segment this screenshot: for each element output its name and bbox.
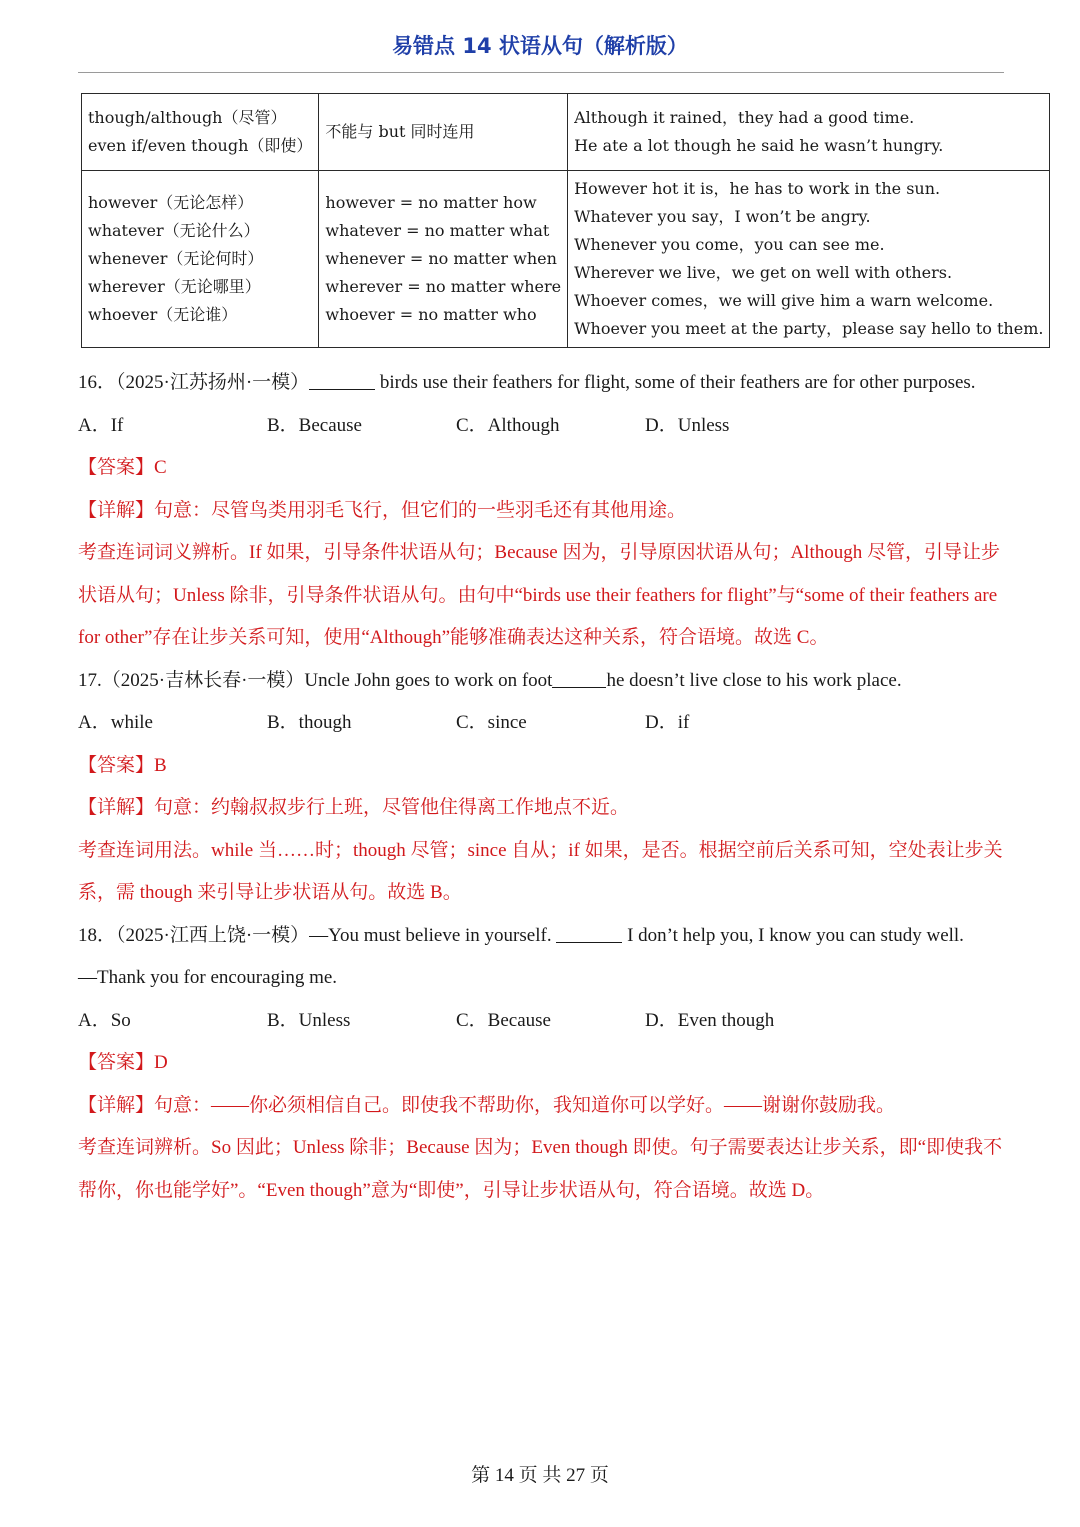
cell-line: wherever（无论哪里） <box>88 277 261 296</box>
cell-line: Whenever you come，you can see me. <box>574 235 885 254</box>
table-cell-example <box>568 94 1050 171</box>
answer-line: 【答案】C <box>78 457 167 478</box>
cell-line: Whoever you meet at the party，please say hello to them. <box>574 319 1044 338</box>
option-b: B．though <box>267 712 352 733</box>
table-cell-example <box>568 171 1050 348</box>
option-list <box>78 702 1008 745</box>
cell-line: Whoever comes，we will give him a warn welcome. <box>574 291 994 310</box>
table-cell-usage <box>319 94 568 171</box>
answer-line: 【答案】B <box>78 754 167 776</box>
answer-blank <box>556 922 622 943</box>
table-cell-usage <box>319 171 568 348</box>
reference-table <box>81 93 1050 348</box>
cell-line: whoever（无论谁） <box>88 305 238 324</box>
cell-line: He ate a lot though he said he wasn’t hungry. <box>574 136 944 155</box>
cell-line: whenever（无论何时） <box>88 249 264 268</box>
table-row <box>82 94 1050 171</box>
option-c: C．Although <box>456 414 560 436</box>
cell-line: whoever = no matter who <box>325 305 537 324</box>
answer-line: 【答案】D <box>78 1052 168 1073</box>
cell-line: even if/even though（即使） <box>88 136 313 155</box>
cell-line: though/although（尽管） <box>88 108 287 127</box>
cell-line: However hot it is，he has to work in the sun. <box>574 179 941 198</box>
option-list <box>78 1000 1008 1043</box>
analysis-text: 考查连词用法。while 当……时；though 尽管；since 自从；if 如果，是否。根据空前后关系可知，空处表让步关系，需 though 来引导让步状语从句。故选 B。 <box>78 839 1003 903</box>
question-number-source: 16．（2025·江苏扬州·一模） <box>78 372 310 393</box>
cell-line: whatever = no matter what <box>325 221 550 240</box>
cell-line: whatever（无论什么） <box>88 221 260 240</box>
cell-line: whenever = no matter when <box>325 249 557 268</box>
table-cell-conjunction <box>82 171 319 348</box>
option-c: C．since <box>456 712 527 733</box>
detail-line: 【详解】句意：尽管鸟类用羽毛飞行，但它们的一些羽毛还有其他用途。 <box>78 499 687 521</box>
option-d: D．if <box>645 712 690 733</box>
cell-line: Although it rained，they had a good time. <box>574 108 915 127</box>
question-number-source: 17.（2025·吉林长春·一模）Uncle John goes to work on foot <box>78 669 553 691</box>
table-row <box>82 171 1050 348</box>
option-a: A．If <box>78 414 124 436</box>
option-a: A．while <box>78 712 153 733</box>
question-stem <box>78 915 1008 958</box>
dialogue-reply: —Thank you for encouraging me. <box>78 967 338 988</box>
cell-line: 不能与 but 同时连用 <box>325 122 475 141</box>
option-b: B．Unless <box>267 1009 351 1031</box>
page-number: 第 14 页 共 27 页 <box>471 1465 609 1486</box>
option-list <box>78 405 1008 448</box>
cell-line: however = no matter how <box>325 193 537 212</box>
detail-line: 【详解】句意：——你必须相信自己。即使我不帮助你，我知道你可以学好。——谢谢你鼓励我。 <box>78 1094 896 1116</box>
analysis-text: 考查连词辨析。So 因此；Unless 除非；Because 因为；Even though 即使。句子需要表达让步关系，即“即使我不帮你，你也能学好”。“Even though”意为“即使”，引导让步状语从句，符合语境。故选 D。 <box>78 1137 1003 1201</box>
option-d: D．Even though <box>645 1009 775 1031</box>
detail-line: 【详解】句意：约翰叔叔步行上班，尽管他住得离工作地点不近。 <box>78 797 630 818</box>
question-number-source: 18．（2025·江西上饶·一模）—You must believe in yourself. <box>78 924 557 946</box>
option-a: A．So <box>78 1009 131 1031</box>
option-b: B．Because <box>267 414 362 436</box>
cell-line: Whatever you say，I won’t be angry. <box>574 207 871 226</box>
question-text: he doesn’t live close to his work place. <box>606 669 902 691</box>
option-d: D．Unless <box>645 414 730 436</box>
question-text: birds use their feathers for flight, some of their feathers are for other purposes. <box>375 372 976 393</box>
questions-section <box>78 362 1008 1212</box>
answer-blank <box>552 667 606 688</box>
table-cell-conjunction <box>82 94 319 171</box>
question-stem <box>78 362 1008 405</box>
header-divider <box>78 72 1004 73</box>
cell-line: Wherever we live，we get on well with others. <box>574 263 953 282</box>
answer-blank <box>309 369 375 390</box>
question-text: I don’t help you, I know you can study well. <box>622 924 964 946</box>
cell-line: wherever = no matter where <box>325 277 562 296</box>
option-c: C．Because <box>456 1009 551 1031</box>
analysis-text: 考查连词词义辨析。If 如果，引导条件状语从句；Because 因为，引导原因状语从句；Although 尽管，引导让步状语从句；Unless 除非，引导条件状语从句。由句中“birds use their feathers for flight”与“some of their feathers are for other”存在让步关系可知，使用“Although”能够准确表达这种关系，符合语境。故选 C。 <box>78 542 1000 648</box>
cell-line: however（无论怎样） <box>88 193 254 212</box>
question-stem <box>78 660 1008 703</box>
page-header-title: 易错点 14 状语从句（解析版） <box>392 34 688 58</box>
